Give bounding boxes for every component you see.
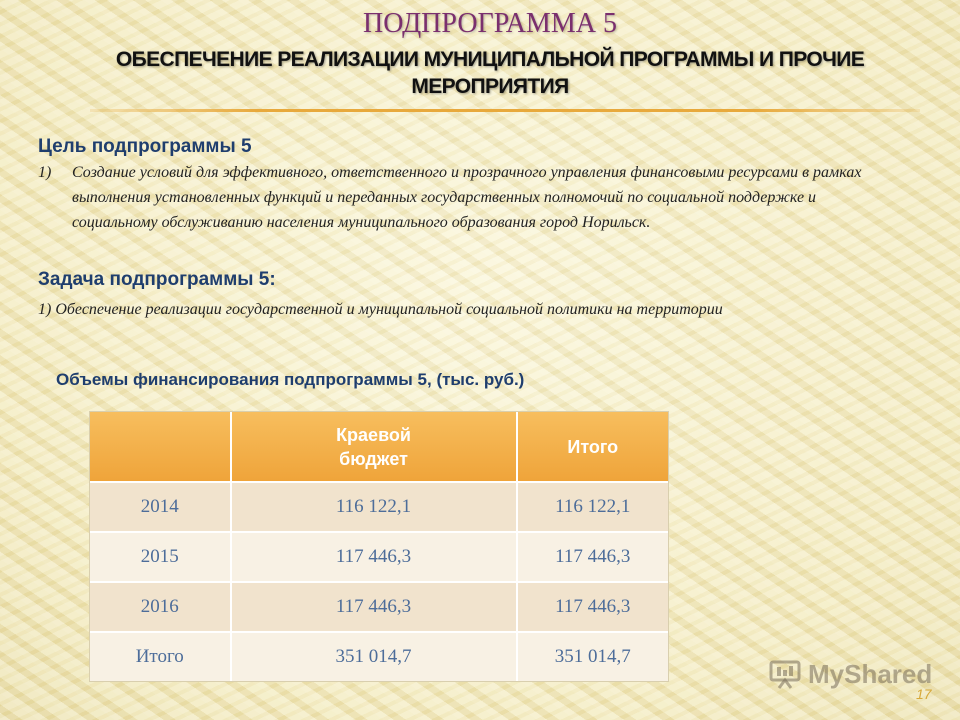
table-cell-total: 117 446,3	[555, 546, 631, 567]
goal-heading: Цель подпрограммы 5	[38, 136, 252, 157]
table-cell-year: 2015	[90, 533, 232, 581]
slide-subtitle: ОБЕСПЕЧЕНИЕ РЕАЛИЗАЦИИ МУНИЦИПАЛЬНОЙ ПРОГРАММЫ И ПРОЧИЕ МЕРОПРИЯТИЯ	[115, 48, 865, 98]
table-header-row	[90, 412, 668, 481]
task-item: 1) Обеспечение реализации государственной и муниципальной социальной политики на территории	[38, 301, 723, 318]
table-cell-budget: 116 122,1	[232, 483, 518, 531]
task-heading: Задача подпрограммы 5:	[38, 269, 276, 290]
table-cell-total: 117 446,3	[555, 596, 631, 617]
financing-table	[89, 411, 669, 682]
title-divider	[90, 109, 920, 112]
table-header-cell	[90, 412, 232, 481]
table-header-cell	[232, 412, 518, 481]
table-cell-year: 2016	[90, 583, 232, 631]
presentation-board-icon	[768, 657, 802, 691]
table-cell-budget: 117 446,3	[232, 583, 518, 631]
watermark	[768, 654, 938, 694]
table-header-cell: Итого	[567, 436, 619, 457]
table-cell-year: Итого	[90, 633, 232, 681]
financing-caption: Объемы финансирования подпрограммы 5, (тыс. руб.)	[56, 370, 525, 389]
slide-title: ПОДПРОГРАММА 5	[363, 8, 617, 39]
table-cell-budget: 351 014,7	[232, 633, 518, 681]
watermark-text: MyShared	[808, 658, 933, 689]
goal-item-number: 1)	[38, 164, 52, 181]
header-regional-budget: Краевой бюджет	[336, 424, 411, 469]
table-cell-budget: 117 446,3	[232, 533, 518, 581]
table-row	[90, 481, 668, 531]
table-cell-total: 116 122,1	[555, 496, 631, 517]
table-row	[90, 581, 668, 631]
goal-item-text: Создание условий для эффективного, ответственного и прозрачного управления финансовыми ресурсами в рамках выполнения установленных функций и переданных государственных полномочий по социальной поддержке и социальному обслуживанию населения муниципального образования город Норильск.	[72, 164, 862, 231]
page-number: 17	[916, 686, 932, 702]
table-cell-total: 351 014,7	[554, 646, 631, 667]
table-row	[90, 631, 668, 681]
table-cell-year: 2014	[90, 483, 232, 531]
table-row	[90, 531, 668, 581]
